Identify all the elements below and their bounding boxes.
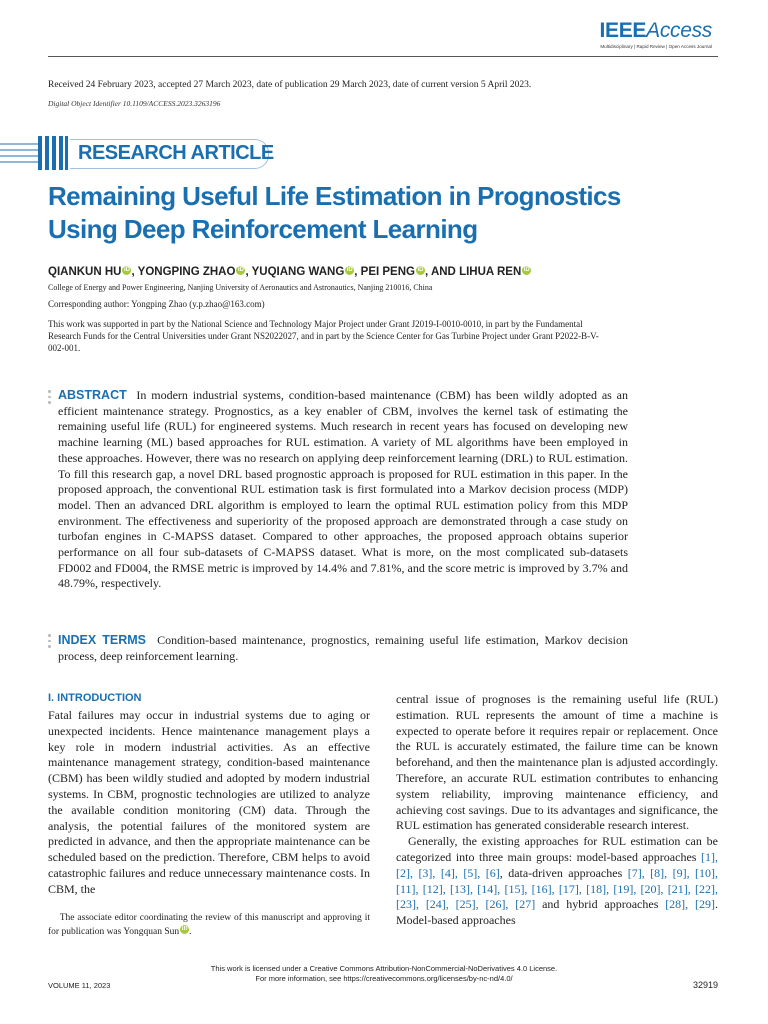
paper-title-line-2: Using Deep Reinforcement Learning [48, 214, 478, 244]
citation-links[interactable]: [7], [8], [9], [10], [11], [12], [13], [14], [15], [16], [17], [18], [19], [20], [21], [22], [23], [24], [25], [26], [27] [396, 865, 719, 912]
corresponding-author: Corresponding author: Yongping Zhao (y.p.zhao@163.com) [48, 299, 265, 309]
license-link[interactable]: For more information, see https://creativecommons.org/licenses/by-nc-nd/4.0/ [255, 974, 513, 983]
logo-tagline: Multidisciplinary | Rapid Review | Open Access Journal [600, 44, 712, 49]
received-dates: Received 24 February 2023, accepted 27 March 2023, date of publication 29 March 2023, date of current version 5 April 2023. [48, 80, 532, 90]
orcid-icon[interactable]: iD [346, 267, 353, 273]
index-terms-dots-icon [48, 634, 51, 651]
volume-label: VOLUME 11, 2023 [48, 981, 111, 990]
author-name[interactable]: LIHUA REN [459, 266, 522, 278]
funding-statement: This work was supported in part by the National Science and Technology Major Project under Grant J2019-I-0010-0010, in part by the Fundamental Research Funds for the Central Universities under Grant NS2022027, and in part by the Science Center for Gas Turbine Project under Grant P2022-B-V-002-001. [48, 319, 599, 353]
citation-links[interactable]: [28], [29] [665, 897, 715, 912]
article-type-label: RESEARCH ARTICLE [78, 142, 274, 164]
intro-paragraph-2: central issue of prognoses is the remaining useful life (RUL) estimation. RUL represents the amount of time a machine is expected to operate before it requires repair or replacement. Once the RUL is accurately estimated, the failure time can be known beforehand, and then the maintenance plan is adjusted accordingly. Therefore, an accurate RUL estimation contributes to enhancing system reliability, improving maintenance efficiency, and achieving cost savings. Due to its advantages and significance, the RUL estimation has generated considerable research interest. [396, 692, 718, 833]
author-name[interactable]: YONGPING ZHAO [137, 266, 236, 278]
abstract-label: ABSTRACT [58, 388, 127, 402]
author-separator: , [354, 266, 361, 278]
license-notice [0, 964, 768, 984]
intro-paragraph-3 [396, 834, 718, 929]
affiliation: College of Energy and Power Engineering, Nanjing University of Aeronautics and Astronautics, Nanjing 210016, China [48, 283, 433, 292]
left-column [48, 708, 370, 898]
editor-footnote: The associate editor coordinating the review of this manuscript and approving it for publication was Yongquan Sun iD . [48, 913, 370, 937]
author-separator: , [131, 266, 138, 278]
journal-logo [599, 20, 712, 49]
orcid-icon[interactable]: iD [181, 926, 188, 932]
doi-line: Digital Object Identifier 10.1109/ACCESS.2023.3263196 [48, 99, 221, 108]
index-terms [58, 632, 628, 664]
logo-italic-text: Access [646, 19, 712, 42]
paragraph-text: and hybrid approaches [535, 897, 666, 912]
paper-title-line-1: Remaining Useful Life Estimation in Prognostics [48, 181, 621, 211]
intro-paragraph-1: Fatal failures may occur in industrial systems due to aging or unexpected incidents. Hence maintenance management plays a key role in modern industrial activities. As an effective maintenance management strategy, condition-based maintenance (CBM) has been wildly studied and adopted by modern industrial systems. In CBM, prognostic technologies are utilized to analyze the available condition monitoring (CM) data. Through the analysis, the potential failures of the monitored system are predicted in advance, and then the appropriate maintenance can be scheduled based on the prediction. Therefore, CBM helps to avoid catastrophic failures and reduce unnecessary maintenance costs. In CBM, the [48, 708, 370, 896]
abstract-text: In modern industrial systems, condition-based maintenance (CBM) has been wildly adopted as an efficient maintenance strategy. Prognostics, as a key enabler of CBM, involves the kernel task of estimating the remaining useful life (RUL) for engineered systems. Much research in recent years has focused on developing new machine learning (ML) based approaches for RUL estimation. A variety of ML algorithms have been employed in these approaches. However, there was no research on applying deep reinforcement learning (DRL) to RUL estimation. To fill this research gap, a novel DRL based prognostic approach is proposed for RUL estimation in this paper. In the proposed approach, the conventional RUL estimation task is first formulated into a Markov decision process (MDP) model. Then an advanced DRL algorithm is employed to learn the optimal RUL estimation policy from this MDP environment. The effectiveness and superiority of the proposed approach are demonstrated through a case study on turbofan engines in C-MAPSS dataset. Compared to other approaches, the proposed approach obtains superior performance on all four sub-datasets of C-MAPSS dataset. What is more, on the most complicated sub-datasets FD002 and FD004, the RMSE metric is improved by 14.4% and 7.81%, and the score metric is improved by 3.7% and 48.79%, respectively. [58, 388, 628, 591]
abstract-dots-icon [48, 390, 51, 407]
logo-bold-text: IEEE [599, 19, 647, 42]
paragraph-text: , data-driven approaches [499, 865, 628, 880]
paper-title [48, 180, 668, 246]
orcid-icon[interactable]: iD [237, 267, 244, 273]
right-column [396, 692, 718, 929]
paragraph-text: . Model-based approaches [396, 897, 718, 928]
footnote-text: The associate editor coordinating the review of this manuscript and approving it for publication was Yongquan Sun [48, 913, 370, 937]
index-terms-text: Condition-based maintenance, prognostics, remaining useful life estimation, Markov decision process, deep reinforcement learning. [58, 633, 629, 663]
header-rule [48, 56, 718, 57]
orcid-icon[interactable]: iD [123, 267, 130, 273]
article-type-stripes [0, 136, 70, 170]
author-separator: , [245, 266, 252, 278]
orcid-icon[interactable]: iD [417, 267, 424, 273]
license-line-1: This work is licensed under a Creative Commons Attribution-NonCommercial-NoDerivatives 4.0 License. [210, 964, 558, 973]
citation-links[interactable]: [1], [2], [3], [4], [5], [6] [396, 849, 718, 880]
author-list [48, 266, 531, 278]
page-number: 32919 [692, 980, 718, 990]
paragraph-text: Generally, the existing approaches for RUL estimation can be categorized into three main groups: model-based approaches [396, 834, 718, 864]
author-name[interactable]: PEI PENG [360, 266, 415, 278]
section-heading: I. INTRODUCTION [48, 692, 142, 704]
index-terms-label: INDEX TERMS [58, 633, 147, 647]
author-separator: , AND [424, 266, 460, 278]
orcid-icon[interactable]: iD [523, 267, 530, 273]
author-name[interactable]: YUQIANG WANG [251, 266, 345, 278]
author-name[interactable]: QIANKUN HU [48, 266, 122, 278]
abstract [58, 388, 628, 592]
